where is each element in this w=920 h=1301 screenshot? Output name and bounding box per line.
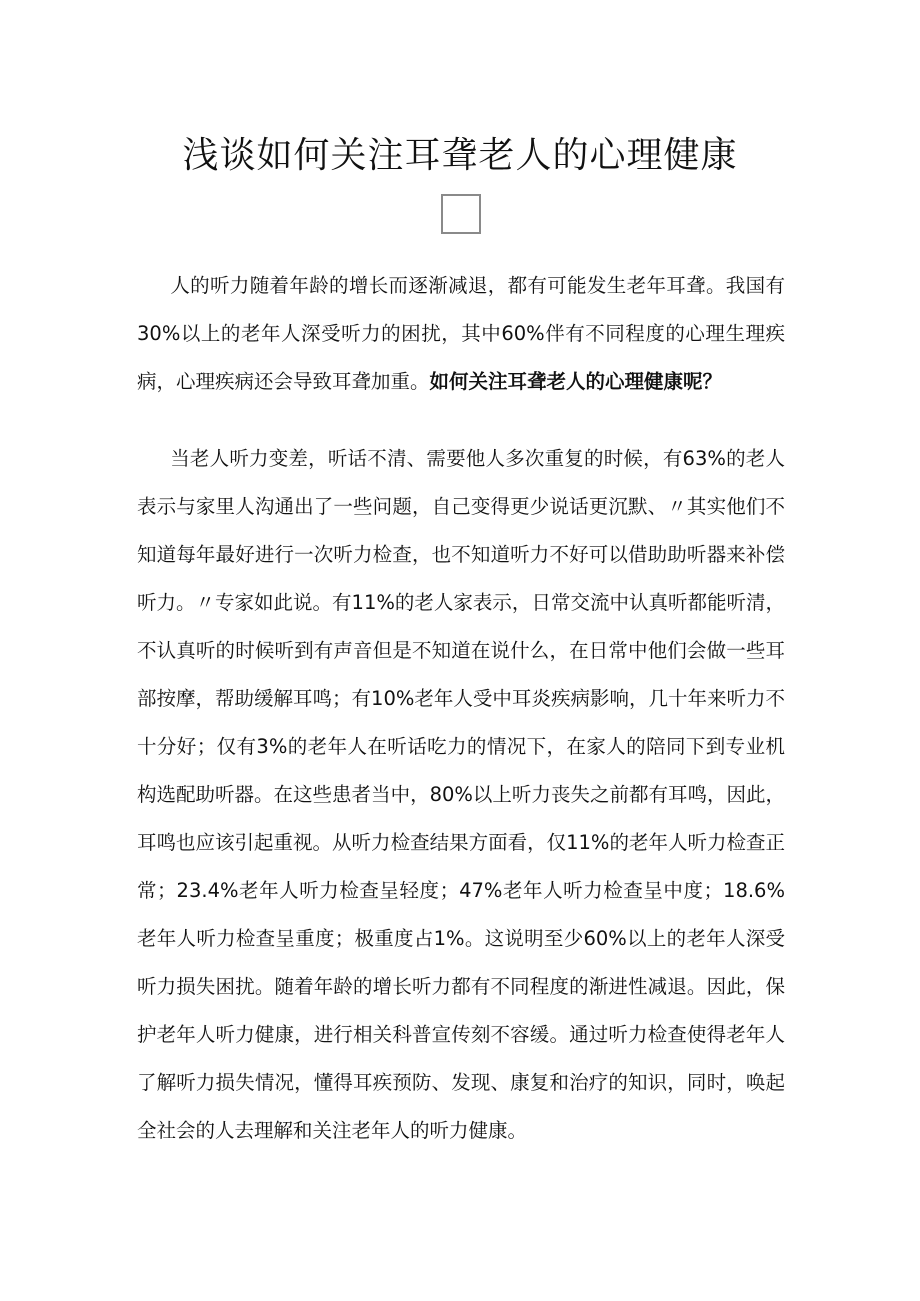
paragraph-intro: [137, 262, 785, 406]
paragraph-intro-text: 人的听力随着年龄的增长而逐渐减退，都有可能发生老年耳聋。我国有30%以上的老年人深受听力的困扰，其中60%伴有不同程度的心理生理疾病，心理疾病还会导致耳聋加重。: [137, 274, 785, 393]
paragraph-statistics: [137, 435, 785, 1155]
paragraph-intro-bold-question: 如何关注耳聋老人的心理健康呢？: [429, 370, 723, 393]
paragraph-statistics-text: 当老人听力变差，听话不清、需要他人多次重复的时候，有63%的老人表示与家里人沟通出了一些问题，自己变得更少说话更沉默、〃其实他们不知道每年最好进行一次听力检查，也不知道听力不好可以借助助听器来补偿听力。〃专家如此说。有11%的老人家表示，日常交流中认真听都能听清，不认真听的时候听到有声音但是不知道在说什么，在日常中他们会做一些耳部按摩，帮助缓解耳鸣；有10%老年人受中耳炎疾病影响，几十年来听力不十分好；仅有3%的老年人在听话吃力的情况下，在家人的陪同下到专业机构选配助听器。在这些患者当中，80%以上听力丧失之前都有耳鸣，因此，耳鸣也应该引起重视。从听力检查结果方面看，仅11%的老年人听力检查正常；23.4%老年人听力检查呈轻度；47%老年人听力检查呈中度；18.6%老年人听力检查呈重度；极重度占1%。这说明至少60%以上的老年人深受听力损失困扰。随着年龄的增长听力都有不同程度的渐进性减退。因此，保护老年人听力健康，进行相关科普宣传刻不容缓。通过听力检查使得老年人了解听力损失情况，懂得耳疾预防、发现、康复和治疗的知识，同时，唤起全社会的人去理解和关注老年人的听力健康。: [137, 447, 785, 1142]
document-title: 浅谈如何关注耳聋老人的心理健康: [182, 135, 738, 176]
image-placeholder-icon: [441, 194, 481, 234]
